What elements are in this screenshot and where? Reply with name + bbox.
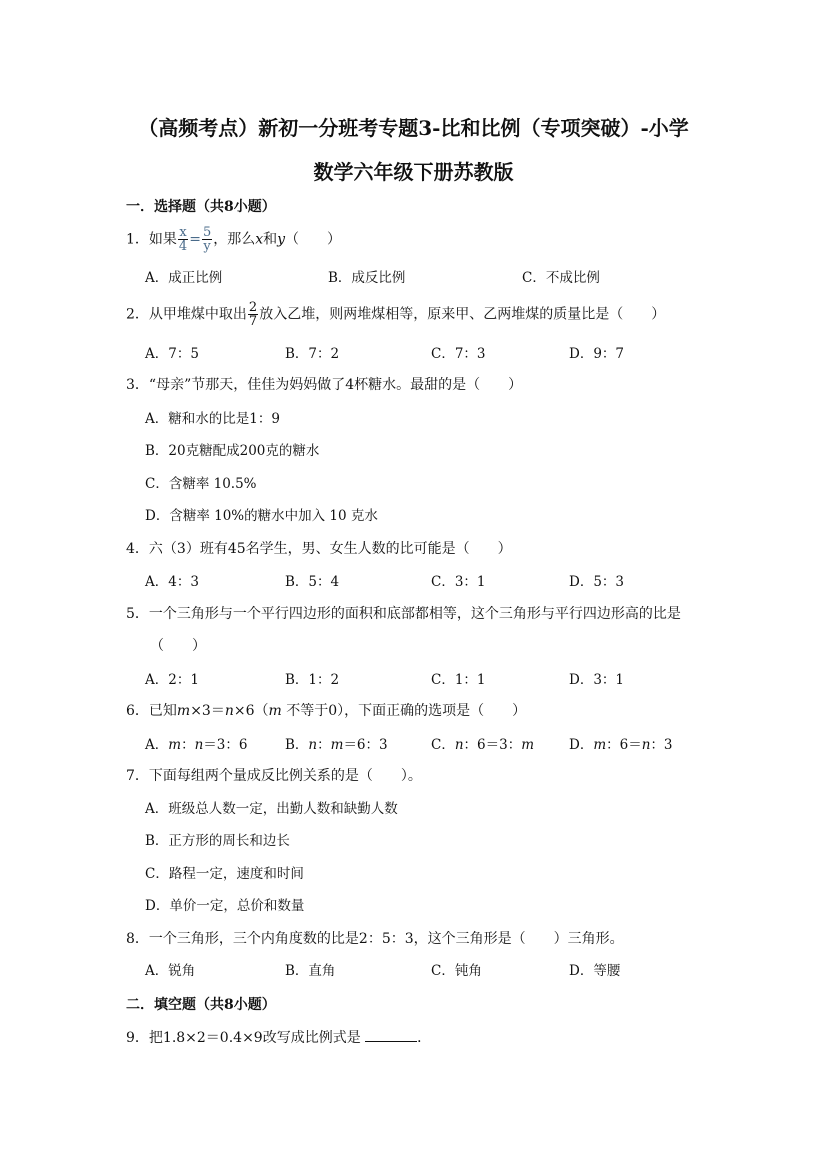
question-1-number: 1．如果 xyxy=(126,231,177,248)
question-1-text: ，那么 xyxy=(213,231,256,248)
document-title-line1: （高频考点）新初一分班考专题3-比和比例（专项突破）-小学 xyxy=(138,116,689,140)
q5-option-b: B．1：2 xyxy=(285,672,340,688)
q4-option-b: B．5：4 xyxy=(285,574,340,590)
fraction-x-over-4: $\frac{x}{4}$ xyxy=(178,225,188,254)
q2-option-c: C．7：3 xyxy=(431,346,486,362)
q1-option-c: C．不成比例 xyxy=(522,270,600,286)
q3-option-b: B．20克糖配成200克的糖水 xyxy=(145,443,320,459)
question-2 xyxy=(126,301,665,328)
q6-option-c: C．n：6＝3：m xyxy=(431,737,535,753)
q4-option-c: C．3：1 xyxy=(431,574,486,590)
q6-option-b: B．n：m＝6：3 xyxy=(285,737,388,753)
variable-m: m xyxy=(176,703,191,719)
q3-option-a: A．糖和水的比是1：9 xyxy=(145,411,280,427)
document-title-line2: 数学六年级下册苏教版 xyxy=(313,160,514,184)
q4-option-a: A．4：3 xyxy=(145,574,199,590)
q2-option-d: D．9：7 xyxy=(569,346,625,362)
q3-option-c: C．含糖率 10.5% xyxy=(145,476,257,492)
q4-option-d: D．5：3 xyxy=(569,574,625,590)
q2-option-b: B．7：2 xyxy=(285,346,340,362)
q8-option-b: B．直角 xyxy=(285,963,336,979)
q8-option-a: A．锐角 xyxy=(145,963,196,979)
question-3: 3．“母亲”节那天，佳佳为妈妈做了4杯糖水。最甜的是（ ） xyxy=(126,377,523,393)
question-1-paren: （ ） xyxy=(285,231,342,248)
variable-y: y xyxy=(277,231,286,248)
question-6-times3: ×3＝ xyxy=(190,703,225,719)
question-6-times6: ×6（ xyxy=(233,703,269,719)
q3-option-d: D．含糖率 10%的糖水中加入 10 克水 xyxy=(145,508,378,524)
question-8: 8．一个三角形，三个内角度数的比是2：5：3，这个三角形是（ ）三角形。 xyxy=(126,931,624,947)
question-6-pre: 6．已知 xyxy=(126,703,177,719)
q5-option-a: A．2：1 xyxy=(145,672,199,688)
q6-option-a: A．m：n＝3：6 xyxy=(145,737,248,753)
question-1-and: 和 xyxy=(263,231,278,248)
q7-option-c: C．路程一定，速度和时间 xyxy=(145,866,304,882)
question-7: 7．下面每组两个量成反比例关系的是（ ）。 xyxy=(126,768,422,784)
question-9-text: 9．把1.8×2＝0.4×9改写成比例式是 xyxy=(126,1030,361,1046)
fraction-2-over-7: $\frac{2}{7}$ xyxy=(248,300,258,329)
question-6 xyxy=(126,701,526,721)
variable-m: m xyxy=(268,703,282,719)
question-5-paren: （ ） xyxy=(150,638,206,654)
question-6-post: 不等于0），下面正确的选项是（ ） xyxy=(281,703,527,719)
section-heading-choice: 一．选择题（共8小题） xyxy=(126,199,276,215)
question-1 xyxy=(126,226,341,253)
question-5: 5．一个三角形与一个平行四边形的面积和底部都相等，这个三角形与平行四边形高的比是 xyxy=(126,606,681,622)
q7-option-a: A．班级总人数一定，出勤人数和缺勤人数 xyxy=(145,801,398,817)
question-9 xyxy=(126,1027,431,1048)
fraction-5-over-y: $\frac{5}{y}$ xyxy=(202,225,212,254)
question-2-text-pre: 2．从甲堆煤中取出 xyxy=(126,306,247,323)
q5-option-d: D．3：1 xyxy=(569,672,625,688)
section-heading-fill-in: 二．填空题（共8小题） xyxy=(126,997,276,1013)
q7-option-d: D．单价一定，总价和数量 xyxy=(145,898,305,914)
question-2-text-post: 放入乙堆，则两堆煤相等，原来甲、乙两堆煤的质量比是（ ） xyxy=(259,306,666,323)
equals-sign: = xyxy=(189,231,201,248)
q8-option-c: C．钝角 xyxy=(431,963,482,979)
variable-x: x xyxy=(255,231,264,248)
question-9-period: ． xyxy=(417,1030,432,1046)
q7-option-b: B．正方形的周长和边长 xyxy=(145,833,290,849)
q5-option-c: C．1：1 xyxy=(431,672,486,688)
q2-option-a: A．7：5 xyxy=(145,346,199,362)
q1-option-b: B．成反比例 xyxy=(328,270,406,286)
variable-n: n xyxy=(224,703,234,719)
question-4: 4．六（3）班有45名学生，男、女生人数的比可能是（ ） xyxy=(126,541,512,557)
q8-option-d: D．等腰 xyxy=(569,963,621,979)
q6-option-d: D．m：6＝n：3 xyxy=(569,737,673,753)
answer-blank[interactable] xyxy=(365,1027,417,1042)
q1-option-a: A．成正比例 xyxy=(145,270,223,286)
